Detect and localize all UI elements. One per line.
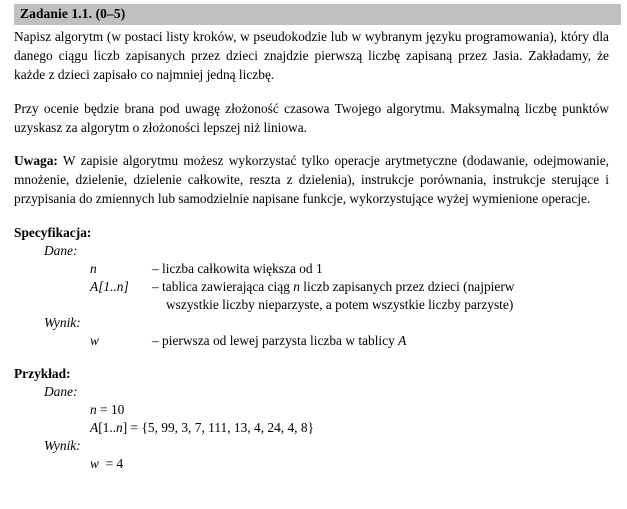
specification-description: – liczba całkowita większa od 1 [152,260,323,276]
usage-note-label: Uwaga: [14,153,58,169]
specification-symbol: w [90,332,99,348]
task-description-paragraph: Napisz algorytm (w postaci listy kroków, w pseudokodzie lub w wybranym języku programowania), który dla danego ciągu liczb zapisanych przez dzieci znajdzie pierwszą liczbę zapisaną przez Jasia. Zakładamy, że każde z dzieci zapisało co najmniej jedną liczbę. [14,29,609,83]
specification-description: – tablica zawierająca ciąg n liczb zapisanych przez dzieci (najpierw wszystkie liczby nieparzyste, a potem wszystkie liczby parzyste) [152,278,611,314]
specification-symbol: A[1..n] [90,278,129,294]
specification-symbol: n [90,260,97,276]
example-input-line: n = 10 [90,401,125,417]
usage-note-paragraph [14,151,611,209]
specification-input-label: Dane: [44,242,78,258]
example-output-line: w = 4 [90,455,124,471]
example-input-label: Dane: [44,383,78,399]
specification-output-label: Wynik: [44,314,81,330]
specification-input-row [90,260,611,278]
grading-note-paragraph: Przy ocenie będzie brana pod uwagę złożoność czasowa Twojego algorytmu. Maksymalną liczbę punktów uzyskasz za algorytm o złożoności lepszej niż liniowa. [14,100,609,135]
specification-description: – pierwsza od lewej parzysta liczba w tablicy A [152,332,407,348]
specification-output-row [90,332,611,350]
example-output-label: Wynik: [44,437,81,453]
task-header: Zadanie 1.1. (0–5) [14,4,621,25]
example-title: Przykład: [14,365,71,381]
example-input-line: A[1..n] = {5, 99, 3, 7, 111, 13, 4, 24, 4, 8} [90,419,315,435]
specification-title: Specyfikacja: [14,224,92,240]
specification-input-row [90,278,611,314]
usage-note-text: W zapisie algorytmu możesz wykorzystać tylko operacje arytmetyczne (dodawanie, odejmowanie, mnożenie, dzielenie, dzielenie całkowite, reszta z dzielenia), instrukcje porównania, instrukcje sterujące i przypisania do zmiennych lub samodzielnie napisane funkcje, wykorzystujące wyżej wymienione operacje. [14,153,609,207]
specification-description-continuation: wszystkie liczby nieparzyste, a potem wszystkie liczby parzyste) [166,296,514,312]
